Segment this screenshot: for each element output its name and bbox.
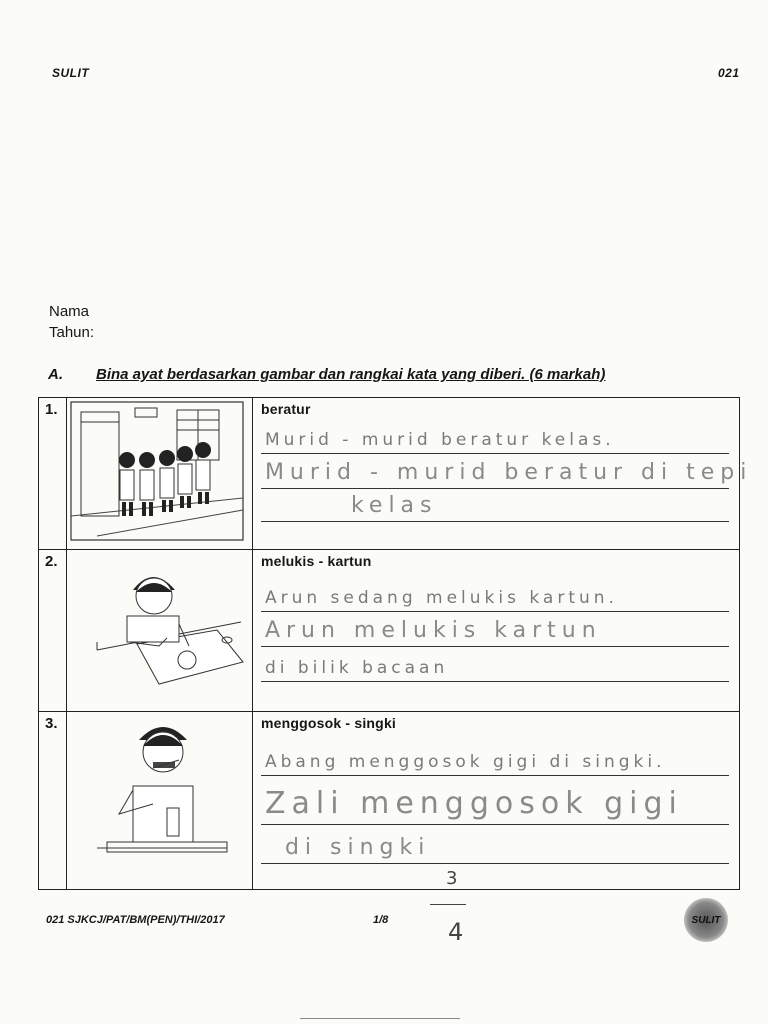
handwritten-answer: kelas [350,493,438,518]
answer-lines [261,417,753,522]
score-denominator: 4 [448,918,464,946]
handwritten-answer: di bilik bacaan [264,658,449,678]
question-row [39,550,740,712]
answer-line [261,417,729,454]
section-letter: A. [48,366,63,383]
question-number: 2. [45,553,58,570]
name-label: Nama [49,303,90,320]
question-prompt: beratur [260,401,311,417]
question-picture-cell [66,398,252,550]
footer-paper-code: 021 SJKCJ/PAT/BM(PEN)/THI/2017 [46,914,225,926]
pupils-queue-illustration [67,398,247,544]
header-sulit-label: SULIT [52,66,90,80]
answer-lines [261,569,729,682]
question-picture-cell [66,550,252,712]
section-instruction [96,366,605,383]
handwritten-answer: Arun melukis kartun [264,618,602,643]
answer-line [261,612,729,647]
handwritten-answer: Murid - murid beratur kelas. [264,430,615,450]
questions-table [38,397,753,890]
answer-line [261,731,729,776]
footer-page-number: 1/8 [373,914,389,926]
scan-edge-line [300,1018,460,1019]
question-prompt: menggosok - singki [260,715,397,731]
handwritten-answer: Murid - murid beratur di tepi [264,460,753,485]
answer-line [261,776,729,825]
question-number: 1. [45,401,58,418]
answer-line [261,825,729,864]
boy-drawing-illustration [67,550,247,706]
answer-line [261,489,729,522]
sulit-stamp [684,898,728,942]
score-fraction-bar [430,904,466,905]
handwritten-answer: di singki [284,835,431,860]
handwritten-answer: Arun sedang melukis kartun. [264,588,618,608]
question-row [39,398,740,550]
section-instruction-text: Bina ayat berdasarkan gambar dan rangkai kata yang diberi. (6 markah) [96,366,606,383]
header-page-code: 021 [718,66,740,80]
answer-line [261,647,729,682]
answer-line [261,569,729,612]
question-picture-cell [66,712,252,890]
answer-line [261,454,753,489]
question-number: 3. [45,715,58,732]
handwritten-answer: Zali menggosok gigi [264,786,683,821]
question-row [39,712,740,890]
boy-brushing-teeth-illustration [67,712,247,884]
stamp-text: SULIT [691,914,721,926]
score-numerator: 3 [446,868,458,889]
year-label: Tahun: [49,324,95,341]
handwritten-answer: Abang menggosok gigi di singki. [264,752,666,772]
answer-lines [261,731,729,864]
question-prompt: melukis - kartun [260,553,372,569]
